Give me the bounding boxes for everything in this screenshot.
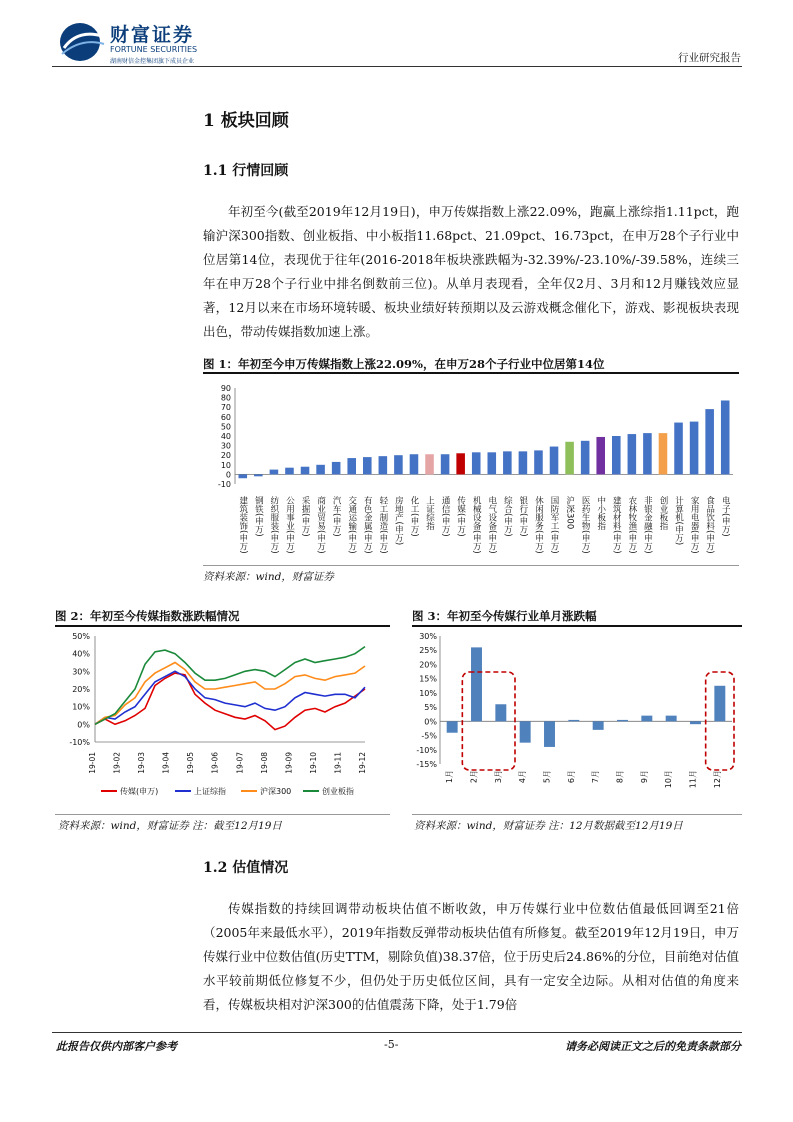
x-category-label: 计算机(申万) — [673, 496, 684, 546]
x-category-label: 农林牧渔(申万) — [626, 496, 637, 554]
x-category-label: 6月 — [566, 770, 576, 784]
bar-11 — [410, 454, 419, 474]
y-tick-label: -15% — [416, 760, 437, 769]
x-category-label: 沪深300 — [564, 496, 575, 530]
y-tick-label: 40 — [220, 432, 231, 441]
report-type-label: 行业研究报告 — [678, 52, 741, 64]
x-category-label: 电子(申万) — [720, 496, 731, 537]
figure-2-line-chart — [55, 628, 390, 813]
x-tick-label: 19-12 — [358, 752, 367, 774]
bar-22 — [581, 441, 590, 475]
x-category-label: 纺织服装(申万) — [268, 496, 279, 554]
figure-2-source: 资料来源：wind，财富证券 注：截至12月19日 — [58, 820, 282, 832]
subsection-heading-2: 1.2 估值情况 — [203, 860, 289, 876]
bar-4 — [301, 467, 310, 475]
x-category-label: 创业板指 — [657, 496, 668, 530]
figure-1-source: 资料来源：wind，财富证券 — [203, 571, 334, 583]
bar-17 — [503, 451, 512, 474]
bar-7 — [617, 720, 628, 721]
bar-19 — [534, 450, 543, 474]
bar-24 — [612, 436, 621, 474]
y-tick-label: 50% — [72, 632, 90, 641]
x-category-label: 商业贸易(申万) — [315, 496, 326, 554]
bar-3 — [285, 468, 294, 475]
y-tick-label: 60 — [220, 412, 231, 422]
y-tick-label: 0 — [225, 470, 231, 480]
bar-25 — [628, 434, 637, 474]
x-category-label: 4月 — [518, 770, 528, 784]
subsection-heading-1: 1.1 行情回顾 — [203, 163, 289, 179]
x-category-label: 休闲服务(申万) — [533, 496, 544, 554]
x-category-label: 建筑材料(申万) — [611, 496, 622, 554]
legend-label: 上证综指 — [194, 787, 226, 796]
bar-10 — [394, 455, 403, 474]
x-category-label: 食品饮料(申万) — [704, 496, 715, 554]
x-category-label: 电气设备(申万) — [486, 496, 497, 554]
x-category-label: 中小板指 — [595, 496, 606, 530]
y-tick-label: 5% — [424, 703, 437, 713]
logo-cn: 财富证券 — [110, 24, 195, 46]
logo-sub: 湖南财信金控集团旗下成员企业 — [110, 58, 195, 65]
bar-0 — [447, 721, 458, 732]
x-category-label: 有色金属(申万) — [362, 496, 373, 554]
x-category-label: 2月 — [469, 770, 479, 784]
bar-1 — [254, 474, 263, 476]
y-tick-label: 40% — [72, 649, 90, 659]
y-tick-label: 25% — [419, 646, 437, 656]
x-category-label: 9月 — [639, 770, 649, 784]
y-tick-label: 15% — [419, 674, 437, 684]
x-tick-label: 19-11 — [333, 752, 343, 774]
x-category-label: 传媒(申万) — [455, 496, 466, 537]
x-category-label: 银行(申万) — [517, 496, 528, 537]
x-category-label: 轻工制造(申万) — [377, 496, 388, 554]
x-category-label: 5月 — [542, 770, 552, 784]
x-category-label: 10月 — [664, 770, 674, 789]
x-category-label: 钢铁(申万) — [253, 496, 264, 537]
y-tick-label: 0% — [424, 717, 437, 727]
x-category-label: 化工(申万) — [408, 496, 419, 537]
y-tick-label: 10 — [220, 460, 231, 470]
page-number: -5- — [384, 1038, 399, 1051]
bar-6 — [332, 462, 341, 474]
bar-26 — [643, 433, 652, 474]
x-category-label: 房地产(申万) — [393, 496, 404, 546]
figure-1-bottom-rule — [203, 565, 739, 566]
x-category-label: 汽车(申万) — [331, 496, 342, 537]
bar-4 — [544, 721, 555, 747]
x-category-label: 7月 — [591, 770, 601, 784]
bar-2 — [495, 704, 506, 721]
x-category-label: 通信(申万) — [440, 496, 451, 537]
figure-3-bottom-rule — [412, 814, 742, 815]
y-tick-label: -5% — [421, 731, 437, 741]
bar-10 — [690, 721, 701, 724]
company-logo — [58, 20, 208, 64]
y-tick-label: 30% — [72, 667, 90, 677]
bar-29 — [690, 422, 699, 475]
x-tick-label: 19-04 — [161, 752, 171, 774]
x-category-label: 公用事业(申万) — [284, 496, 295, 554]
bar-9 — [666, 716, 677, 722]
paragraph-valuation: 传媒指数的持续回调带动板块估值不断收敛，申万传媒行业中位数估值最低回调至21倍（2005年来最低水平），2019年指数反弹带动板块估值有所修复。截至2019年12月19日，申万传媒行业中位数估值(历史TTM，剔除负值)38.37倍，位于历史后24.86%的分位，目前绝对估值水平较前期低位修复不少，但仍处于历史低位区间，具有一定安全边际。从相对估值的角度来看，传媒板块相对沪深300的估值震荡下降，处于1.79倍 — [203, 901, 739, 1012]
x-category-label: 11月 — [688, 770, 698, 789]
x-category-label: 建筑装饰(申万) — [237, 496, 248, 554]
x-category-label: 家用电器(申万) — [689, 496, 700, 554]
x-category-label: 3月 — [493, 770, 503, 784]
x-tick-label: 19-05 — [186, 752, 196, 774]
y-tick-label: 20% — [72, 685, 90, 694]
figure-2-bottom-rule — [55, 814, 390, 815]
series-line-0 — [95, 673, 365, 730]
bar-23 — [596, 437, 605, 474]
x-tick-label: 19-10 — [308, 752, 318, 774]
y-tick-label: 30% — [419, 632, 437, 641]
y-tick-label: 70 — [220, 403, 231, 413]
bar-12 — [425, 454, 434, 474]
x-category-label: 医药生物(申万) — [580, 496, 591, 554]
x-tick-label: 19-03 — [137, 752, 147, 774]
footer-disclaimer-left: 此报告仅供内部客户参考 — [56, 1040, 177, 1053]
y-tick-label: 30 — [220, 441, 231, 451]
figure-1-title: 图 1：年初至今申万传媒指数上涨22.09%，在申万28个子行业中位居第14位 — [203, 357, 605, 371]
y-tick-label: 50 — [220, 422, 231, 432]
bar-14 — [456, 453, 465, 474]
x-category-label: 1月 — [445, 770, 455, 784]
x-tick-label: 19-09 — [284, 752, 294, 774]
x-category-label: 8月 — [615, 770, 625, 784]
bar-20 — [550, 447, 559, 475]
y-tick-label: 0% — [77, 720, 90, 730]
bar-15 — [472, 452, 481, 474]
x-category-label: 非银金融(申万) — [642, 496, 653, 554]
x-category-label: 12月 — [712, 770, 722, 789]
figure-3-title: 图 3：年初至今传媒行业单月涨跌幅 — [412, 609, 597, 623]
bar-3 — [520, 721, 531, 742]
bar-2 — [270, 470, 279, 475]
x-category-label: 机械设备(申万) — [471, 496, 482, 554]
x-tick-label: 19-07 — [235, 752, 245, 774]
bar-0 — [239, 474, 248, 478]
bar-27 — [659, 433, 668, 474]
legend-label: 沪深300 — [260, 787, 292, 796]
x-category-label: 国防军工(申万) — [549, 496, 560, 554]
x-category-label: 采掘(申万) — [300, 496, 311, 537]
footer-rule — [52, 1032, 742, 1033]
figure-3-source: 资料来源：wind，财富证券 注：12月数据截至12月19日 — [414, 820, 683, 832]
figure-1-top-rule — [203, 372, 739, 374]
bar-9 — [379, 456, 388, 474]
x-category-label: 交通运输(申万) — [346, 496, 357, 554]
y-tick-label: 10% — [419, 688, 437, 698]
bar-16 — [488, 452, 497, 474]
bar-1 — [471, 647, 482, 721]
bar-5 — [316, 465, 325, 475]
header-rule — [52, 66, 742, 67]
legend-label: 传媒(申万) — [120, 787, 159, 796]
y-tick-label: -10% — [69, 738, 90, 747]
x-category-label: 上证综指 — [424, 496, 435, 530]
figure-2-top-rule — [55, 625, 390, 627]
footer-disclaimer-right: 请务必阅读正文之后的免责条款部分 — [565, 1040, 741, 1053]
x-category-label: 综合(申万) — [502, 496, 513, 537]
y-tick-label: -10% — [416, 745, 437, 755]
section-heading: 1 板块回顾 — [203, 111, 289, 131]
figure-3-top-rule — [412, 625, 742, 627]
logo-mark-icon — [58, 20, 106, 64]
logo-en: FORTUNE SECURITIES — [110, 45, 198, 54]
bar-21 — [565, 442, 574, 475]
bar-8 — [363, 457, 372, 474]
y-tick-label: 90 — [220, 384, 231, 393]
bar-8 — [641, 716, 652, 722]
x-tick-label: 19-01 — [88, 752, 97, 774]
bar-31 — [721, 400, 730, 474]
y-tick-label: -10 — [217, 480, 231, 489]
bar-13 — [441, 454, 450, 474]
x-tick-label: 19-02 — [112, 752, 122, 774]
figure-3-bar-chart — [412, 628, 742, 813]
bar-11 — [714, 686, 725, 722]
x-tick-label: 19-08 — [259, 752, 269, 774]
bar-28 — [674, 423, 683, 475]
figure-1-bar-chart — [203, 376, 739, 566]
bar-7 — [347, 458, 356, 474]
figure-2-title: 图 2：年初至今传媒指数涨跌幅情况 — [55, 609, 240, 623]
y-tick-label: 20 — [220, 451, 231, 461]
legend-label: 创业板指 — [322, 787, 354, 796]
bar-6 — [593, 721, 604, 730]
bar-18 — [519, 451, 528, 474]
bar-30 — [705, 409, 714, 474]
paragraph-market-review: 年初至今(截至2019年12月19日)，申万传媒指数上涨22.09%，跑赢上涨综指1.11pct，跑输沪深300指数、创业板指、中小板指11.68pct、21.09pct、16.73pct，在申万28个子行业中位居第14位，表现优于往年(2016-2018年板块涨跌幅为-32.39%/-23.10%/-39.58%，连续三年在申万28个子行业中排名倒数前三位)。从单月表现看，全年仅2月、3月和12月赚钱效应显著，12月以来在市场环境转暖、板块业绩好转预期以及云游戏概念催化下，游戏、影视板块表现出色，带动传媒指数加速上涨。 — [203, 204, 739, 339]
bar-5 — [568, 720, 579, 721]
y-tick-label: 10% — [72, 702, 90, 712]
x-tick-label: 19-06 — [210, 752, 220, 774]
y-tick-label: 20% — [419, 660, 437, 670]
y-tick-label: 80 — [220, 393, 231, 403]
